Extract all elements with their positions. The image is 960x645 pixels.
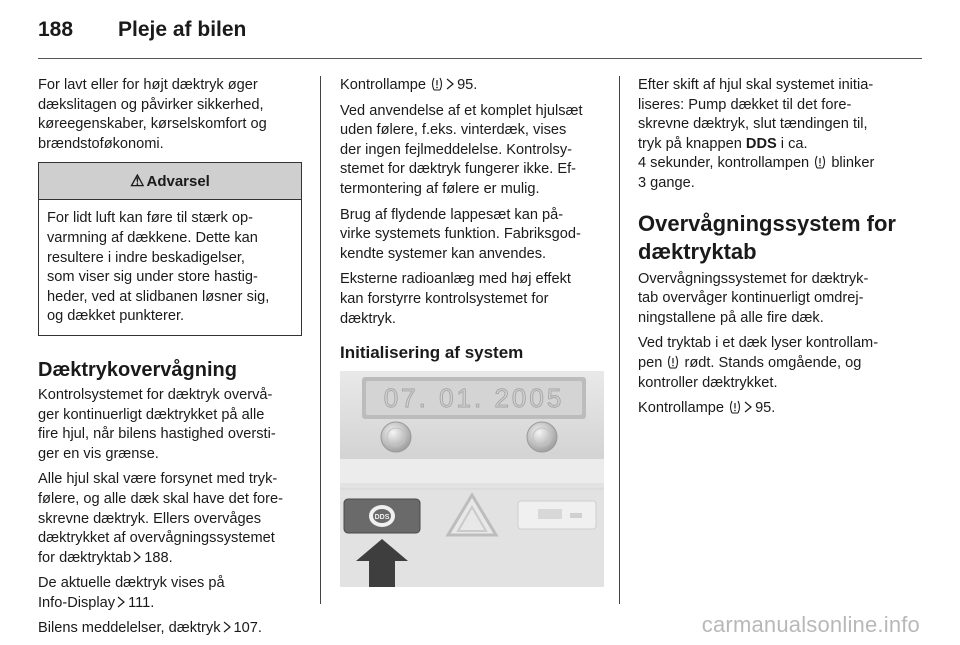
- page-reference-icon: [223, 621, 231, 633]
- page-reference-icon: [133, 551, 141, 563]
- page-reference-link[interactable]: 188.: [144, 549, 173, 566]
- paragraph-text: i ca. 4 sekunder, kontrollampen: [638, 135, 810, 172]
- dds-button-label: DDS: [374, 513, 390, 521]
- paragraph-tpms-4: [38, 619, 304, 639]
- page-reference-icon: [744, 401, 752, 413]
- paragraph-text: Efter skift af hjul skal systemet initia- liseres: Pump dækket til det fore- skrevne dæktryk, slut tændingen til, tryk på knappen: [638, 77, 874, 152]
- warning-body: For lidt luft kan føre til stærk op- varmning af dækkene. Dette kan resultere i indre beskadigelser, som viser sig under store hastig- heder, ved at slidbanen løsner sig, og dækket punkterer.: [47, 210, 270, 325]
- control-lamp-label: Kontrollampe: [340, 77, 426, 93]
- control-lamp-line: [340, 76, 604, 96]
- warning-triangle-icon: ⚠: [130, 172, 145, 190]
- warning-header: [39, 163, 301, 200]
- intro-paragraph: For lavt eller for højt dæktryk øger dækslitagen og påvirker sikkerhed, køreegenskaber, kørselskomfort og brændstoføkonomi.: [38, 77, 267, 152]
- dashboard-illustration: [340, 371, 604, 587]
- warning-box: [38, 162, 302, 336]
- page-reference-link[interactable]: 107.: [233, 620, 262, 637]
- tire-pressure-warning-icon: [814, 155, 826, 169]
- paragraph-text: rødt. Stands omgående, og kontroller dæktrykket.: [638, 354, 862, 391]
- page-reference-link[interactable]: 111.: [128, 594, 155, 611]
- subsection-title-initialisation: Initialisering af system: [340, 343, 524, 363]
- left-knob: [381, 422, 411, 452]
- section-title-deflation: Overvågningssystem for dæktryktab: [638, 210, 896, 264]
- dds-label: DDS: [745, 135, 777, 152]
- page-reference-link[interactable]: 95.: [755, 400, 776, 417]
- paragraph-initialisation: [638, 76, 906, 194]
- column-2: [340, 76, 604, 587]
- tire-pressure-warning-icon: [667, 355, 679, 369]
- clock-display-text: 07. 01. 2005: [383, 382, 565, 413]
- paragraph-text: De aktuelle dæktryk vises på Info-Display: [38, 575, 225, 611]
- control-lamp-label: Kontrollampe: [638, 400, 724, 417]
- tire-pressure-warning-icon: [431, 77, 443, 91]
- page-reference-icon: [117, 596, 125, 608]
- warning-title: Advarsel: [146, 172, 210, 190]
- page-number: 188: [38, 18, 74, 41]
- paragraph-text: blinker 3 gange.: [638, 155, 875, 191]
- paragraph-text: Bilens meddelelser, dæktryk: [38, 620, 221, 637]
- paragraph-winter-tires: Ved anvendelse af et komplet hjulsæt uden følere, f.eks. vinterdæk, vises der ingen fejlmeddelelse. Kontrolsy- stemet for dæktryk fungerer ikke. Ef- termontering af følere er mulig.: [340, 102, 583, 197]
- header-divider: [38, 58, 922, 59]
- paragraph-radio: Eksterne radioanlæg med høj effekt kan forstyrre kontrolsystemet for dæktryk.: [340, 271, 571, 327]
- paragraph-tpms-3: [38, 574, 304, 613]
- page-header: [38, 18, 922, 62]
- control-lamp-line: [638, 399, 906, 419]
- column-divider-1: [320, 76, 321, 604]
- page-reference-icon: [446, 78, 454, 90]
- right-knob: [527, 422, 557, 452]
- section-title-tpms: Dæktrykovervågning: [38, 358, 237, 381]
- dashboard-photo: [340, 371, 604, 587]
- paragraph-text: Alle hjul skal være forsynet med tryk- følere, og alle dæk skal have det fore- skrevne dæktryk. Ellers overvåges dæktrykket af overvågningssystemet for dæktryktab: [38, 471, 283, 566]
- paragraph-sealant: Brug af flydende lappesæt kan på- virke systemets funktion. Fabriksgod- kendte systemer kan anvendes.: [340, 206, 581, 262]
- tire-pressure-warning-icon: [729, 400, 741, 414]
- paragraph-tpms-1: Kontrolsystemet for dæktryk overvå- ger kontinuerligt dæktrykket på alle fire hjul, når bilens hastighed oversti- ger en vis grænse.: [38, 386, 276, 462]
- watermark: carmanualsonline.info: [701, 612, 920, 637]
- paragraph-tpms-2: [38, 470, 304, 568]
- paragraph-deflation-2: [638, 334, 906, 393]
- paragraph-deflation-1: Overvågningssystemet for dæktryk- tab overvåger kontinuerligt omdrej- ningstallene på alle fire dæk.: [638, 270, 869, 326]
- page-title: Pleje af bilen: [118, 18, 247, 41]
- column-divider-2: [619, 76, 620, 604]
- column-3: [638, 76, 906, 425]
- column-1: [38, 76, 304, 645]
- page-reference-link[interactable]: 95.: [457, 77, 478, 93]
- paragraph-text: Ved tryktab i et dæk lyser kontrollam- pen: [638, 335, 879, 371]
